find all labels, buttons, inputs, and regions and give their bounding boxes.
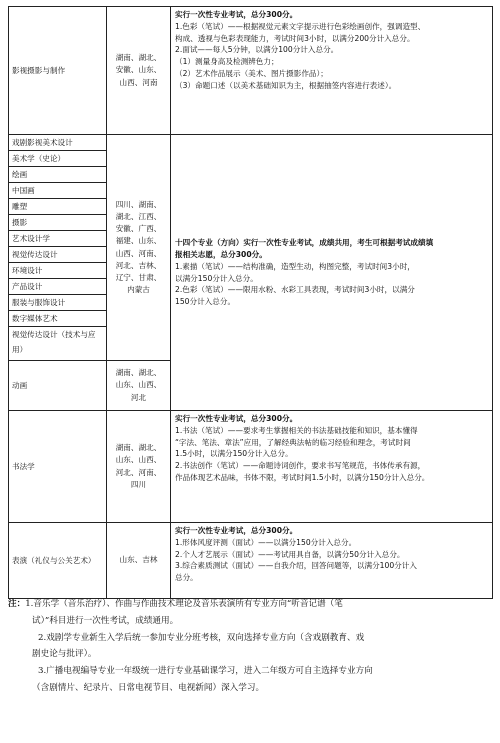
exam-line: “字法、笔法、章法”应用，了解经典法帖的临习经验和理念，考试时间 — [175, 437, 411, 447]
major-item: 数字媒体艺术 — [9, 311, 106, 327]
region-line: 河北、河南、 — [115, 467, 162, 477]
exam-requirements-table — [8, 6, 493, 599]
major-item: 摄影 — [9, 215, 106, 231]
note-text: 剧史论与批评）。 — [32, 649, 97, 660]
region-line: 山东、山西、 — [115, 455, 162, 465]
table-row — [9, 523, 493, 599]
exam-summary: 实行一次性专业考试，总分300分。 — [175, 526, 298, 535]
major-item: 产品设计 — [9, 279, 106, 295]
region-line: 内蒙古 — [127, 284, 150, 294]
note-text: 试）”科目进行一次性考试，成绩通用。 — [32, 615, 179, 626]
exam-line: 1.书法（笔试）——要求考生掌握相关的书法基础技能和知识，基本懂得 — [175, 425, 418, 435]
note-3: 3.广播电视编导专业一年级统一进行专业基础课学习，进入二年级方可自主选择专业方向 — [38, 666, 373, 676]
exam-detail-cell — [171, 7, 493, 135]
major-cell: 表演（礼仪与公关艺术） — [9, 523, 107, 599]
exam-line: 1.形体风度评测（面试）——以满分150分计入总分。 — [175, 537, 357, 547]
region-line: 福建、山东、 — [115, 236, 162, 246]
region-line: 山西、河南 — [119, 77, 158, 87]
exam-line: 总分。 — [175, 573, 198, 583]
exam-summary: 报相关志愿，总分300分。 — [175, 249, 267, 259]
exam-line: 1.素描（笔试）——结构准确，造型生动，构图完整，考试时间3小时， — [175, 261, 415, 271]
major-cell: 动画 — [9, 361, 107, 411]
exam-line: 1.5小时，以满分150分计入总分。 — [175, 449, 293, 459]
footnotes — [8, 596, 492, 697]
region-cell — [107, 523, 171, 599]
exam-line: （1）测量身高及检测辨色力； — [175, 57, 279, 67]
region-cell — [107, 411, 171, 523]
region-line: 山西、河南、 — [115, 248, 162, 258]
note-text: （含剧情片、纪录片、日常电视节目、电视新闻）深入学习。 — [32, 682, 265, 693]
major-item: 视觉传达设计 — [9, 247, 106, 263]
exam-detail-cell — [171, 411, 493, 523]
major-item: 戏剧影视美术设计 — [9, 135, 106, 151]
region-line: 湖南、湖北、 — [115, 368, 162, 378]
major-cell: 书法学 — [9, 411, 107, 523]
note-2: 2.戏剧学专业新生入学后统一参加专业分班考核，双向选择专业方向（含戏剧教育、戏 — [38, 632, 365, 643]
exam-summary: 实行一次性专业考试，总分300分。 — [175, 414, 298, 423]
region-line: 辽宁、甘肃、 — [115, 272, 162, 282]
region-line: 湖北、江西、 — [115, 212, 162, 222]
major-item: 环境设计 — [9, 263, 106, 279]
exam-line: 1.色彩（笔试）——根据视觉元素文字提示进行色彩绘画创作，强调造型、 — [175, 21, 426, 31]
exam-detail-cell — [171, 135, 493, 411]
note-1 — [8, 596, 492, 613]
exam-line: 2.个人才艺展示（面试）——考试用具自备，以满分50分计入总分。 — [175, 549, 405, 559]
exam-line: （2）艺术作品展示（美术、图片摄影作品）； — [175, 68, 328, 78]
region-line: 安徽、广西、 — [115, 224, 162, 234]
region-line: 四川 — [130, 479, 147, 489]
notes-label: 注： — [8, 599, 26, 609]
exam-line: 构成、透视与色彩表现能力，考试时间3小时，以满分200分计入总分。 — [175, 33, 415, 43]
region-line: 湖南、湖北、 — [115, 53, 162, 63]
exam-line: 150分计入总分。 — [175, 297, 236, 307]
exam-line: 3.综合素质测试（面试）——自我介绍，回答问题等，以满分100分计入 — [175, 561, 417, 571]
region-cell — [107, 135, 171, 361]
major-item: 中国画 — [9, 183, 106, 199]
major-item: 服装与服饰设计 — [9, 295, 106, 311]
region-line: 山东、吉林 — [119, 555, 158, 565]
exam-line: 2.书法创作（笔试）——命题诗词创作，要求书写笔规范，书体传承有源， — [175, 461, 426, 471]
exam-line: （3）命题口述（以美术基础知识为主，根据抽签内容进行表述）。 — [175, 80, 397, 90]
region-line: 河北、吉林、 — [115, 260, 162, 270]
table-row — [9, 411, 493, 523]
region-cell — [107, 361, 171, 411]
note-text: 1.音乐学（音乐治疗）、作曲与作曲技术理论及音乐表演所有专业方向“听音记谱（笔 — [25, 599, 343, 609]
major-cell: 影视摄影与制作 — [9, 7, 107, 135]
table-row — [9, 135, 493, 361]
major-item: 美术学（史论） — [9, 151, 106, 167]
region-line: 山东、山西、 — [115, 380, 162, 390]
region-line: 安徽、山东、 — [115, 65, 162, 75]
exam-summary: 十四个专业（方向）实行一次性专业考试，成绩共用，考生可根据考试成绩填 — [175, 238, 434, 248]
table-row — [9, 7, 493, 135]
admission-table-page — [8, 6, 492, 599]
exam-line: 2.色彩（笔试）——限用水粉、水彩工具表现，考试时间3小时，以满分 — [175, 285, 415, 295]
major-item: 视觉传达设计（技术与应用） — [12, 330, 96, 354]
region-line: 四川、湖南、 — [115, 199, 162, 209]
region-line: 河北 — [130, 392, 147, 402]
exam-line: 2.面试——每人5分钟，以满分100分计入总分。 — [175, 45, 339, 55]
major-item: 雕塑 — [9, 199, 106, 215]
exam-summary: 实行一次性专业考试，总分300分。 — [175, 10, 298, 19]
exam-detail-cell — [171, 523, 493, 599]
major-list-cell — [9, 135, 107, 361]
region-line: 湖南、湖北、 — [115, 443, 162, 453]
exam-line: 以满分150分计入总分。 — [175, 273, 258, 283]
major-item: 艺术设计学 — [9, 231, 106, 247]
exam-line: 作品体现艺术品味，书体不限，考试时间1.5小时，以满分150分计入总分。 — [175, 472, 430, 482]
major-item: 绘画 — [9, 167, 106, 183]
region-cell — [107, 7, 171, 135]
